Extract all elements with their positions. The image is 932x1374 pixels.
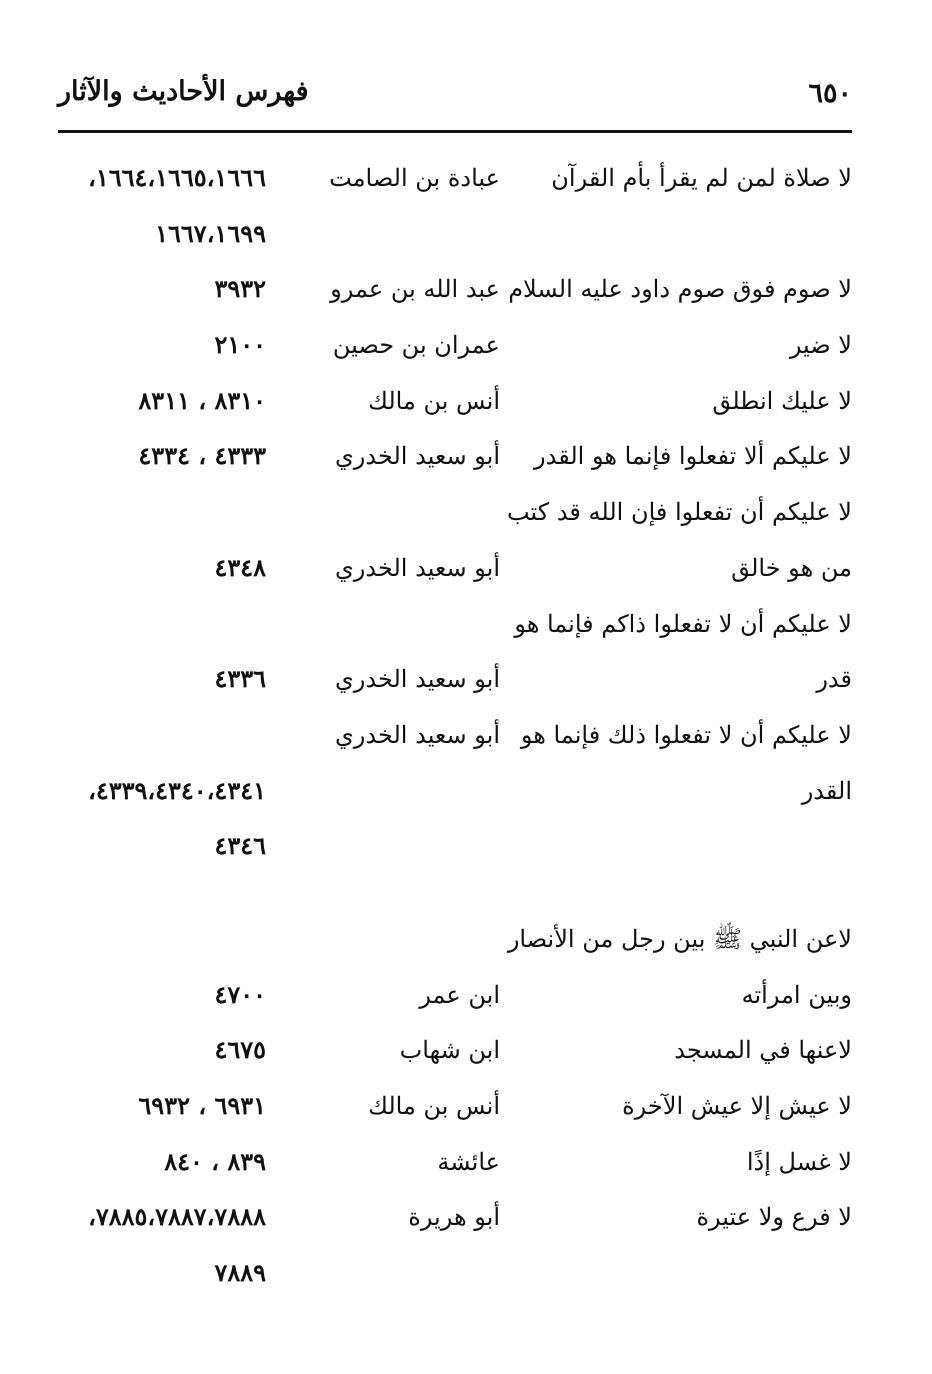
hadith-text: لا صلاة لمن لم يقرأ بأم القرآن	[551, 164, 852, 192]
narrator-name: أبو سعيد الخدري	[335, 665, 500, 694]
narrator-name: أنس بن مالك	[368, 386, 500, 415]
hadith-numbers: ٨٣٩ ، ٨٤٠	[164, 1146, 266, 1176]
hadith-text: لا عليك انطلق	[712, 386, 852, 415]
hadith-numbers: ٨٣١٠ ، ٨٣١١	[138, 385, 266, 415]
index-row	[0, 1191, 932, 1247]
narrator-name: ابن شهاب	[399, 1036, 500, 1065]
hadith-numbers: ١٦٦٤،١٦٦٥،١٦٦٦،	[88, 163, 266, 192]
hadith-numbers: ٤٣٣٦	[214, 664, 266, 694]
narrator-name: عمران بن حصين	[332, 331, 500, 360]
index-row	[0, 208, 932, 264]
index-row	[0, 969, 932, 1025]
page-number: ٦٥٠	[808, 78, 852, 109]
hadith-numbers: ٧٨٨٩	[214, 1258, 266, 1288]
index-row	[0, 430, 932, 486]
hadith-text: لا غسل إذًا	[746, 1147, 852, 1176]
index-row	[0, 319, 932, 375]
hadith-numbers: ٤٣٣٩،٤٣٤٠،٤٣٤١،	[88, 775, 266, 805]
narrator-name: ابن عمر	[419, 980, 500, 1009]
hadith-numbers: ٦٩٣١ ، ٦٩٣٢	[138, 1091, 266, 1120]
narrator-name: عبادة بن الصامت	[329, 164, 500, 192]
hadith-text: لا عليكم أن لا تفعلوا ذاكم فإنما هو	[514, 609, 852, 638]
header-rule	[58, 130, 852, 133]
narrator-name: أبو سعيد الخدري	[335, 720, 500, 749]
index-row	[0, 820, 932, 876]
narrator-name: عبد الله بن عمرو	[330, 275, 500, 304]
index-row	[0, 653, 932, 709]
hadith-numbers: ٤٧٠٠	[214, 979, 266, 1009]
index-row	[0, 1136, 932, 1192]
index-row	[0, 598, 932, 654]
hadith-text: لا عليكم أن تفعلوا فإن الله قد كتب	[506, 498, 852, 527]
index-row	[0, 486, 932, 542]
hadith-text: لا عليكم ألا تفعلوا فإنما هو القدر	[534, 442, 852, 471]
hadith-text: من هو خالق	[731, 553, 852, 582]
hadith-text: لاعن النبي ﷺ بين رجل من الأنصار	[507, 924, 852, 953]
hadith-numbers: ٤٣٤٨	[214, 552, 266, 582]
hadith-numbers: ٢١٠٠	[214, 330, 266, 360]
index-row	[0, 765, 932, 821]
narrator-name: أبو سعيد الخدري	[335, 442, 500, 471]
hadith-numbers: ٣٩٣٢	[214, 274, 266, 304]
hadith-numbers: ٧٨٨٥،٧٨٨٧،٧٨٨٨،	[88, 1202, 266, 1232]
hadith-text: لا صوم فوق صوم داود عليه السلام	[508, 275, 852, 304]
hadith-text: لا فرع ولا عتيرة	[696, 1203, 852, 1232]
row-spacer	[0, 876, 932, 913]
hadith-numbers: ٤٣٤٦	[214, 831, 266, 861]
index-row	[0, 1080, 932, 1136]
narrator-name: أنس بن مالك	[368, 1092, 500, 1120]
running-title: فهرس الأحاديث والآثار	[58, 76, 309, 107]
index-row	[0, 375, 932, 431]
hadith-numbers: ٤٦٧٥	[214, 1035, 266, 1065]
hadith-text: وبين امرأته	[741, 980, 852, 1009]
hadith-text: لا عيش إلا عيش الآخرة	[622, 1092, 852, 1120]
hadith-text: لاعنها في المسجد	[674, 1036, 852, 1065]
index-row	[0, 1247, 932, 1303]
hadith-text: قدر	[816, 665, 852, 694]
index-row	[0, 542, 932, 598]
narrator-name: عائشة	[437, 1147, 500, 1176]
narrator-name: أبو سعيد الخدري	[335, 553, 500, 582]
hadith-text: القدر	[801, 776, 852, 805]
index-row	[0, 709, 932, 765]
hadith-text: لا ضير	[789, 331, 852, 360]
index-row	[0, 1024, 932, 1080]
hadith-numbers: ١٦٦٧،١٦٩٩	[155, 218, 266, 248]
index-entries	[0, 152, 932, 1303]
index-row	[0, 913, 932, 969]
hadith-text: لا عليكم أن لا تفعلوا ذلك فإنما هو	[520, 720, 852, 749]
index-row	[0, 263, 932, 319]
index-row	[0, 152, 932, 208]
hadith-numbers: ٤٣٣٣ ، ٤٣٣٤	[138, 441, 266, 471]
narrator-name: أبو هريرة	[408, 1203, 500, 1232]
